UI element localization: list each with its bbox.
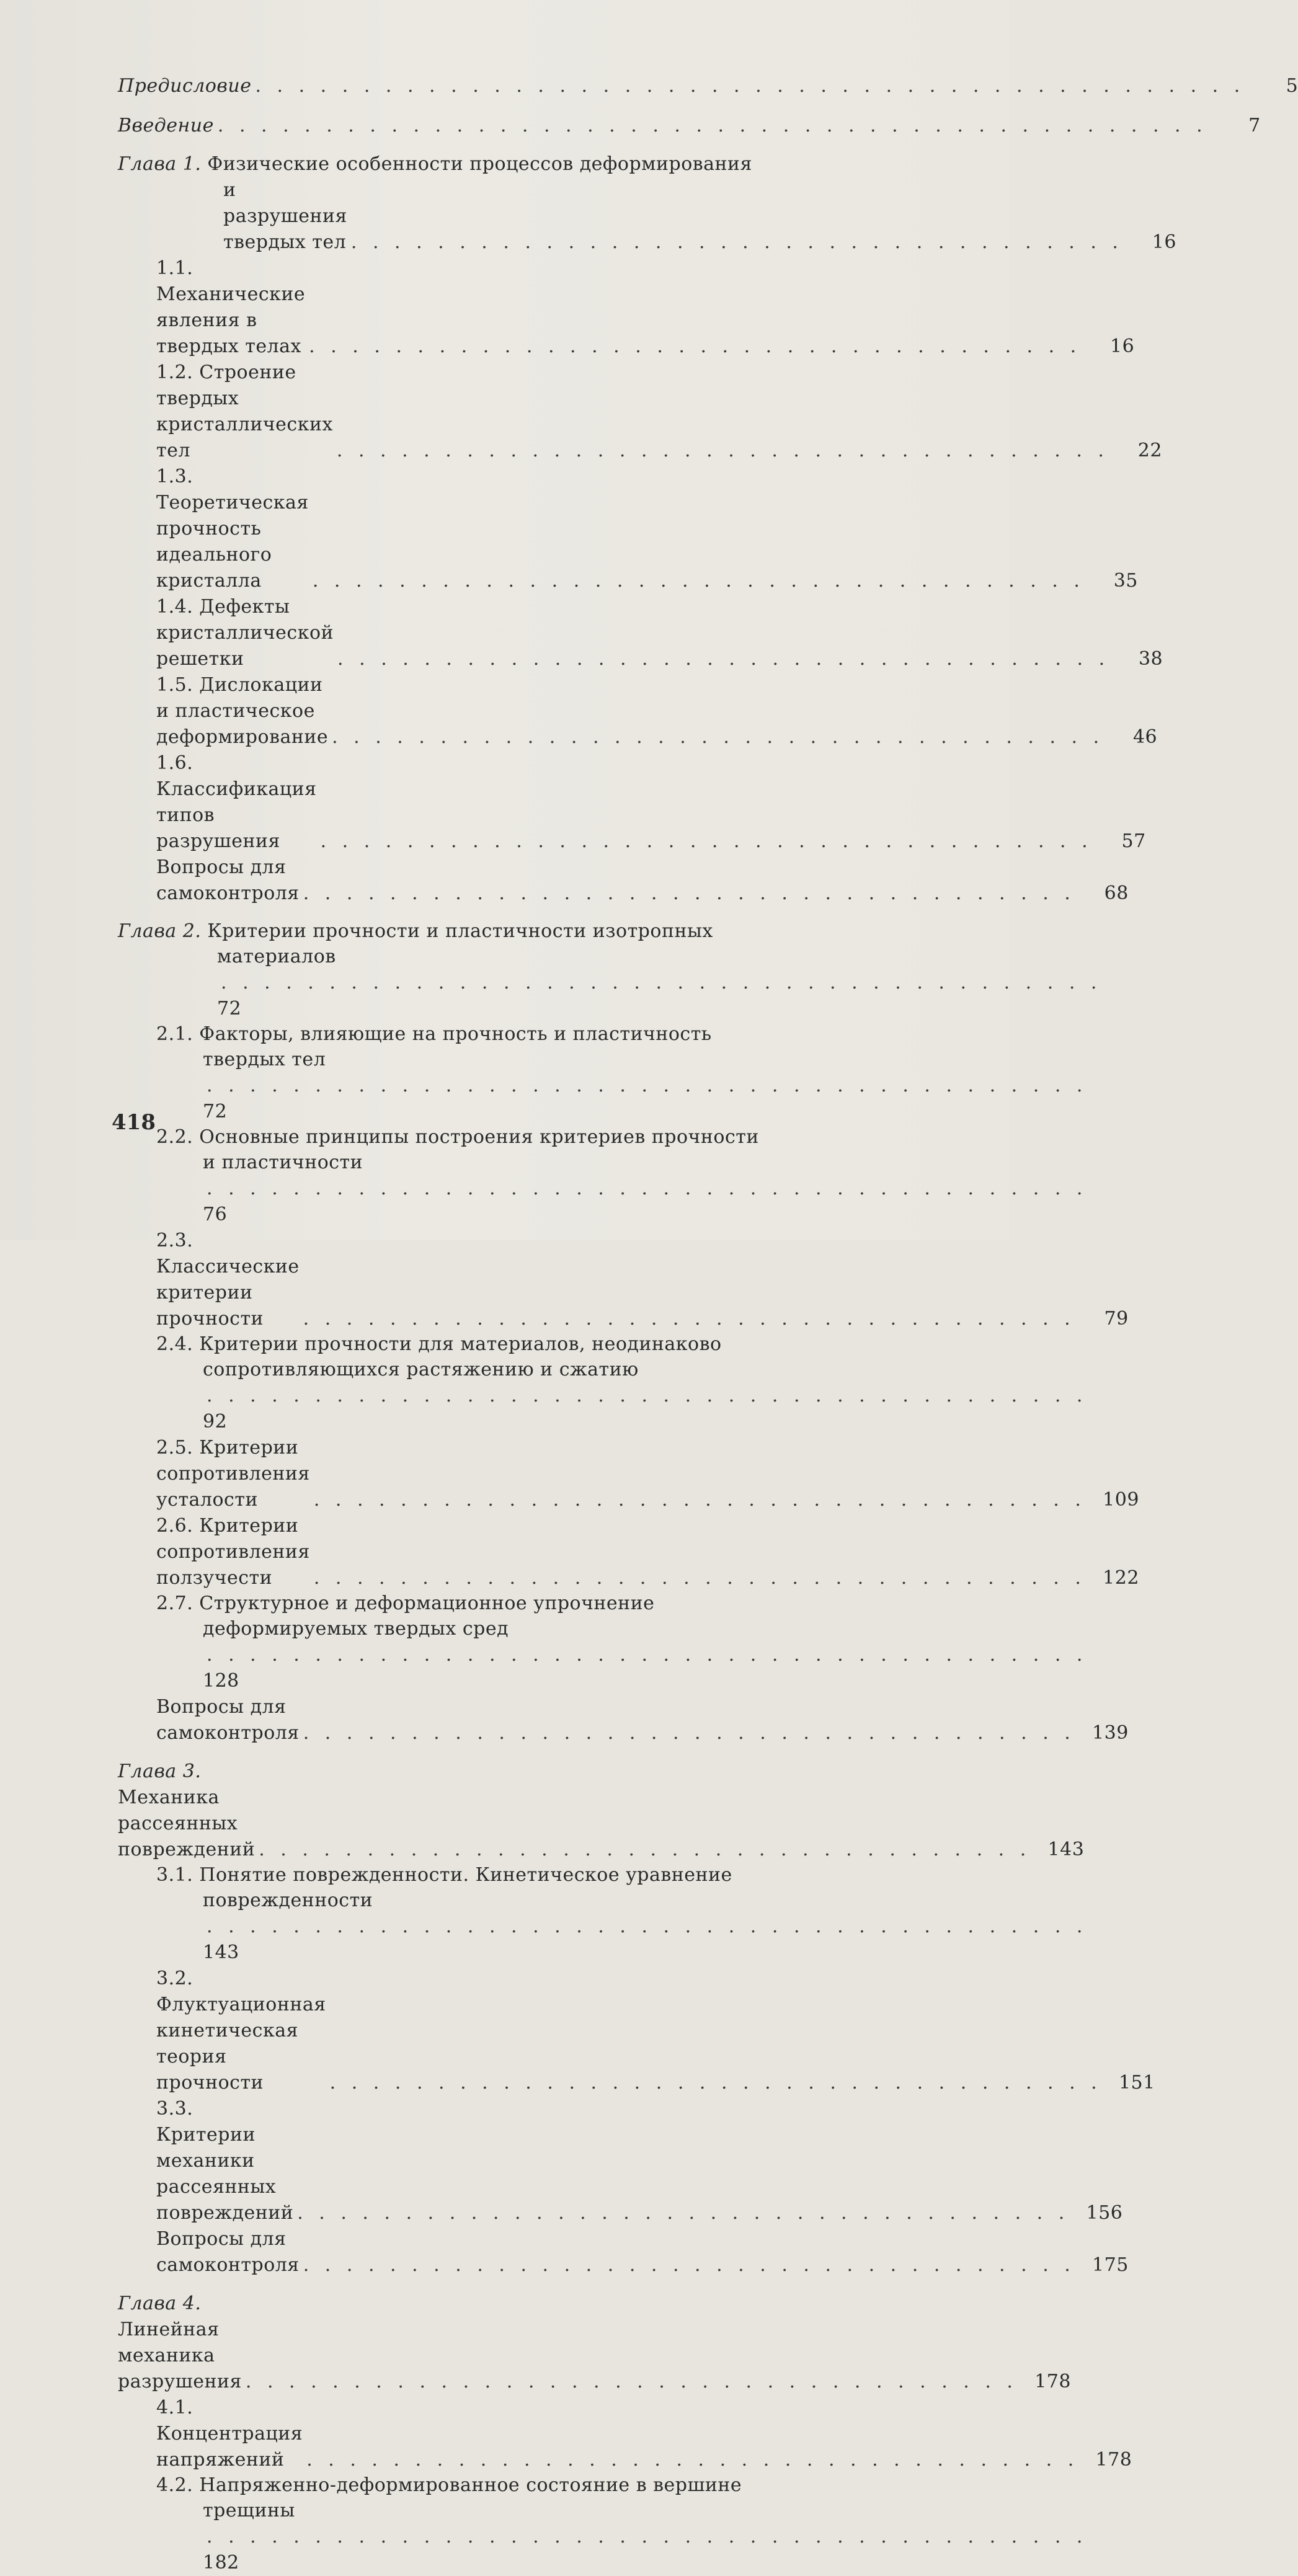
page-number: 182 xyxy=(203,2552,239,2574)
page-number: 68 xyxy=(1104,882,1129,904)
page-number: 57 xyxy=(1121,830,1146,852)
toc-section: 2.1. Факторы, влияющие на прочность и пластичность твердых тел . . . . . . . . . . . . . . . . . . . . . . . . . . . . . . . . . . . . . . . . . 72 xyxy=(156,1023,1088,1122)
toc-section: 3.2. Флуктуационная кинетическая теория прочности . . . . . . . . . . . . . . . . . . . . . . . . . . . . . . . . . . . . 151 xyxy=(118,1966,927,2096)
section-number: 4.1. xyxy=(156,2397,193,2418)
section-title: Классификация типов разрушения xyxy=(156,778,317,852)
section-number: 1.1. xyxy=(156,257,193,279)
section-number: 1.2. xyxy=(156,362,193,383)
section-number: 2.3. xyxy=(156,1230,193,1251)
toc-section: 3.3. Критерии механики рассеянных повреждений . . . . . . . . . . . . . . . . . . . . . . . . . . . . . . . . . . . . 156 xyxy=(118,2096,927,2226)
section-title: Критерии сопротивления ползучести xyxy=(156,1515,310,1589)
toc-section: 1.5. Дислокации и пластическое деформирование . . . . . . . . . . . . . . . . . . . . . . . . . . . . . . . . . . . . 46 xyxy=(118,672,927,750)
section-title: Теоретическая прочность идеального кристалла xyxy=(156,492,309,592)
page-number: 122 xyxy=(1103,1567,1139,1589)
section-title-line2: и пластичности xyxy=(203,1152,363,1173)
section-number: 2.5. xyxy=(156,1437,193,1459)
section-title-line2: поврежденности xyxy=(203,1890,373,1911)
chapter-3: Глава 3. Механика рассеянных повреждений . . . . . . . . . . . . . . . . . . . . . . . . . . . . . . . . . . . . 143 xyxy=(118,1759,927,1863)
table-of-contents xyxy=(118,73,1298,2576)
section-number: 3.3. xyxy=(156,2098,193,2120)
page-number: 22 xyxy=(1137,440,1162,461)
toc-section: 2.6. Критерии сопротивления ползучести . . . . . . . . . . . . . . . . . . . . . . . . . . . . . . . . . . . . 122 xyxy=(118,1513,927,1591)
page-number: 175 xyxy=(1092,2254,1129,2276)
page-number: 46 xyxy=(1132,726,1158,748)
section-title-line2: трещины xyxy=(203,2500,295,2521)
section-title-line1: Критерии прочности для материалов, неодинаково xyxy=(199,1333,722,1355)
chapter-label: Глава 3. xyxy=(118,1761,202,1782)
page-number: 72 xyxy=(203,1101,228,1122)
page-number: 16 xyxy=(1110,335,1135,357)
toc-questions: Вопросы для самоконтроля . . . . . . . . . . . . . . . . . . . . . . . . . . . . . . . . . . . . 68 xyxy=(118,855,927,907)
entry-title: Введение xyxy=(118,115,214,136)
toc-questions: Вопросы для самоконтроля . . . . . . . . . . . . . . . . . . . . . . . . . . . . . . . . . . . . 139 xyxy=(118,1694,927,1746)
questions-title: Вопросы для самоконтроля xyxy=(156,856,300,904)
toc-section: 1.4. Дефекты кристаллической решетки . . . . . . . . . . . . . . . . . . . . . . . . . . . . . . . . . . . . 38 xyxy=(118,594,927,672)
page-number: 79 xyxy=(1104,1308,1129,1330)
section-number: 2.2. xyxy=(156,1126,193,1148)
toc-section: 1.3. Теоретическая прочность идеального кристалла . . . . . . . . . . . . . . . . . . . . . . . . . . . . . . . . . . . . 35 xyxy=(118,464,927,594)
page-folio: 418 xyxy=(112,1110,156,1135)
section-title-line2: сопротивляющихся растяжению и сжатию xyxy=(203,1359,639,1380)
section-title: Дефекты кристаллической решетки xyxy=(156,596,334,670)
page-number: 72 xyxy=(217,998,242,1019)
toc-section: 2.4. Критерии прочности для материалов, неодинаково сопротивляющихся растяжению и сжатию . . . . . . . . . . . . . . . . . . . . . . . . . . . . . . . . . . . . . . . . . 92 xyxy=(156,1333,1088,1432)
chapter-label: Глава 1. xyxy=(118,153,202,175)
toc-section: 2.3. Классические критерии прочности . . . . . . . . . . . . . . . . . . . . . . . . . . . . . . . . . . . . 79 xyxy=(118,1228,927,1332)
page-number: 109 xyxy=(1103,1489,1139,1511)
chapter-label: Глава 2. xyxy=(118,920,202,942)
section-number: 2.4. xyxy=(156,1333,193,1355)
section-title: Дислокации и пластическое деформирование xyxy=(156,674,329,748)
page-number: 35 xyxy=(1113,570,1138,592)
chapter-title: Линейная механика разрушения xyxy=(118,2319,242,2392)
section-title: Механические явления в твердых телах xyxy=(156,283,306,357)
section-title-line1: Напряженно-деформированное состояние в вершине xyxy=(199,2474,742,2496)
toc-section: 1.6. Классификация типов разрушения . . . . . . . . . . . . . . . . . . . . . . . . . . . . . . . . . . . . 57 xyxy=(118,750,927,855)
section-title-line1: Факторы, влияющие на прочность и пластичность xyxy=(199,1023,712,1045)
section-title: Классические критерии прочности xyxy=(156,1256,300,1330)
section-title: Концентрация напряжений xyxy=(156,2423,303,2471)
toc-section: 1.1. Механические явления в твердых телах . . . . . . . . . . . . . . . . . . . . . . . . . . . . . . . . . . . . 16 xyxy=(118,255,927,360)
section-title-line2: твердых тел xyxy=(203,1049,326,1070)
section-number: 2.7. xyxy=(156,1592,193,1614)
section-title-line1: Понятие поврежденности. Кинетическое уравнение xyxy=(199,1864,732,1886)
toc-section: 1.2. Строение твердых кристаллических тел . . . . . . . . . . . . . . . . . . . . . . . . . . . . . . . . . . . . 22 xyxy=(118,360,927,464)
section-number: 1.4. xyxy=(156,596,193,618)
section-title: Строение твердых кристаллических тел xyxy=(156,362,333,461)
chapter-title: Механика рассеянных повреждений xyxy=(118,1787,256,1860)
chapter-2: Глава 2. Критерии прочности и пластичности изотропных материалов . . . . . . . . . . . . . . . . . . . . . . . . . . . . . . . . . . . . . . . . . 72 xyxy=(118,920,1102,1019)
chapter-label: Глава 4. xyxy=(118,2293,202,2314)
toc-section: 3.1. Понятие поврежденности. Кинетическое уравнение поврежденности . . . . . . . . . . . . . . . . . . . . . . . . . . . . . . . . . . . . . . . . . 143 xyxy=(156,1864,1088,1963)
chapter-title-line1: Физические особенности процессов деформирования xyxy=(207,153,752,175)
page-number: 143 xyxy=(1047,1839,1085,1860)
page-number: 76 xyxy=(203,1204,228,1225)
page-number: 143 xyxy=(203,1942,239,1963)
section-number: 4.2. xyxy=(156,2474,193,2496)
chapter-title-line2: материалов xyxy=(217,946,336,967)
section-title-line1: Основные принципы построения критериев прочности xyxy=(199,1126,759,1148)
toc-section: 4.1. Концентрация напряжений . . . . . . . . . . . . . . . . . . . . . . . . . . . . . . . . . . . . 178 xyxy=(118,2395,927,2473)
page-number: 16 xyxy=(1152,231,1176,253)
section-number: 3.2. xyxy=(156,1968,193,1989)
page-number: 38 xyxy=(1138,648,1163,670)
page-number: 5 xyxy=(1286,75,1298,97)
page-number: 139 xyxy=(1092,1722,1129,1744)
section-number: 3.1. xyxy=(156,1864,193,1886)
section-number: 1.3. xyxy=(156,466,193,487)
toc-section: 2.2. Основные принципы построения критериев прочности и пластичности . . . . . . . . . . . . . . . . . . . . . . . . . . . . . . . . . . . . . . . . . 76 xyxy=(156,1126,1088,1225)
toc-section: 4.2. Напряженно-деформированное состояние в вершине трещины . . . . . . . . . . . . . . . . . . . . . . . . . . . . . . . . . . . . . . . . . 182 xyxy=(156,2474,1088,2574)
page-number: 178 xyxy=(1034,2371,1071,2392)
toc-entry-intro: Введение . . . . . . . . . . . . . . . . . . . . . . . . . . . . . . . . . . . . . . . . . . . . . . 7 xyxy=(118,113,927,139)
toc-section: 2.7. Структурное и деформационное упрочнение деформируемых твердых сред . . . . . . . . . . . . . . . . . . . . . . . . . . . . . . . . . . . . . . . . . 128 xyxy=(156,1592,1088,1692)
chapter-title-line1: Критерии прочности и пластичности изотропных xyxy=(207,920,713,942)
section-title-line2: деформируемых твердых сред xyxy=(203,1618,509,1640)
section-number: 2.1. xyxy=(156,1023,193,1045)
toc-entry-preface: Предисловие . . . . . . . . . . . . . . . . . . . . . . . . . . . . . . . . . . . . . . . . . . . . . . 5 xyxy=(118,73,927,99)
section-title-line1: Структурное и деформационное упрочнение xyxy=(199,1592,655,1614)
toc-questions: Вопросы для самоконтроля . . . . . . . . . . . . . . . . . . . . . . . . . . . . . . . . . . . . 175 xyxy=(118,2226,927,2278)
chapter-4: Глава 4. Линейная механика разрушения . . . . . . . . . . . . . . . . . . . . . . . . . . . . . . . . . . . . 178 xyxy=(118,2291,927,2395)
section-number: 1.6. xyxy=(156,752,193,774)
section-title: Критерии механики рассеянных повреждений xyxy=(156,2124,294,2224)
toc-section: 2.5. Критерии сопротивления усталости . . . . . . . . . . . . . . . . . . . . . . . . . . . . . . . . . . . . 109 xyxy=(118,1435,927,1513)
questions-title: Вопросы для самоконтроля xyxy=(156,1696,300,1744)
chapter-title-line2: и разрушения твердых тел xyxy=(223,179,347,253)
section-number: 1.5. xyxy=(156,674,193,696)
chapter-1: Глава 1. Физические особенности процессов деформирования и разрушения твердых тел . . . . . . . . . . . . . . . . . . . . . . . . . . . . . . . . . . . . 16 xyxy=(118,151,927,255)
page-number: 7 xyxy=(1248,115,1261,136)
questions-title: Вопросы для самоконтроля xyxy=(156,2228,300,2276)
section-title: Флуктуационная кинетическая теория прочности xyxy=(156,1994,326,2094)
entry-title: Предисловие xyxy=(118,75,252,97)
page-number: 156 xyxy=(1086,2202,1123,2224)
page-number: 151 xyxy=(1118,2072,1155,2094)
page-number: 92 xyxy=(203,1411,228,1432)
section-number: 2.6. xyxy=(156,1515,193,1537)
page-number: 128 xyxy=(203,1670,239,1692)
section-title: Критерии сопротивления усталости xyxy=(156,1437,310,1511)
page-number: 178 xyxy=(1095,2449,1132,2471)
